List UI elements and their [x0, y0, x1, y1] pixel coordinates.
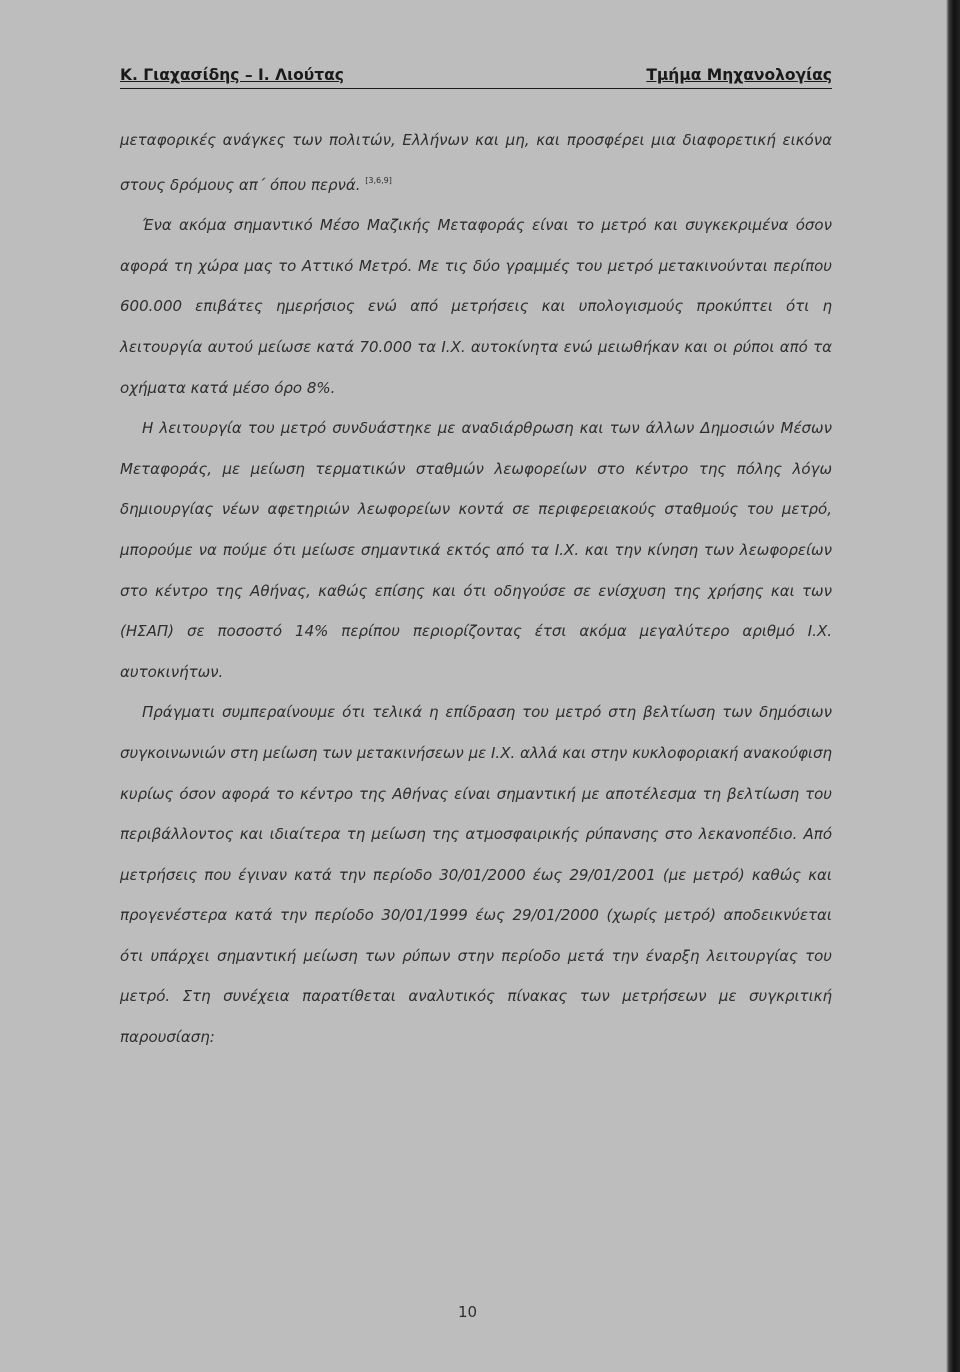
paragraph-attiko-metro: Ένα ακόμα σημαντικό Μέσο Μαζικής Μεταφοράς είναι το μετρό και συγκεκριμένα όσον αφορά τη χώρα μας το Αττικό Μετρό. Με τις δύο γραμμές του μετρό μετακινούνται περίπου 600.000 επιβάτες ημερήσιος ενώ από μετρήσεις και υπολογισμούς προκύπτει ότι η λειτουργία αυτού μείωσε κατά 70.000 τα Ι.Χ. αυτοκίνητα ενώ μειωθήκαν και οι ρύποι από τα οχήματα κατά μέσο όρο 8%. — [120, 216, 832, 397]
page-header — [120, 62, 832, 89]
citation-ref: [3,6,9] — [365, 175, 392, 185]
page-number: 10 — [458, 1303, 478, 1321]
paragraph-restructuring: Η λειτουργία του μετρό συνδυάστηκε με αναδιάρθρωση και των άλλων Δημοσιών Μέσων Μεταφοράς, με μείωση τερματικών σταθμών λεωφορείων στο κέντρο της πόλης λόγω δημιουργίας νέων αφετηριών λεωφορείων κοντά σε περιφερειακούς σταθμούς του μετρό, μπορούμε να πούμε ότι μείωσε σημαντικά εκτός από τα Ι.Χ. και την κίνηση των λεωφορείων στο κέντρο της Αθήνας, καθώς επίσης και ότι οδηγούσε σε ενίσχυση της χρήσης και των (ΗΣΑΠ) σε ποσοστό 14% περίπου περιορίζοντας έτσι ακόμα μεγαλύτερο αριθμό Ι.Χ. αυτοκινήτων. — [120, 419, 832, 681]
scan-edge — [946, 0, 960, 1372]
header-authors: Κ. Γιαχασίδης – Ι. Λιούτας — [120, 66, 344, 84]
header-department: Τμήμα Μηχανολογίας — [646, 66, 832, 84]
paragraph-conclusion: Πράγματι συμπεραίνουμε ότι τελικά η επίδραση του μετρό στη βελτίωση των δημόσιων συγκοινωνιών στη μείωση των μετακινήσεων με Ι.Χ. αλλά και στην κυκλοφοριακή ανακούφιση κυρίως όσον αφορά το κέντρο της Αθήνας είναι σημαντική με αποτέλεσμα τη βελτίωση του περιβάλλοντος και ιδιαίτερα τη μείωση της ατμοσφαιρικής ρύπανσης στο λεκανοπέδιο. Από μετρήσεις που έγιναν κατά την περίοδο 30/01/2000 έως 29/01/2001 (με μετρό) καθώς και προγενέστερα κατά την περίοδο 30/01/1999 έως 29/01/2000 (χωρίς μετρό) αποδεικνύεται ότι υπάρχει σημαντική μείωση των ρύπων στην περίοδο μετά την έναρξη λειτουργίας του μετρό. Στη συνέχεια παρατίθεται αναλυτικός πίνακας των μετρήσεων με συγκριτική παρουσίαση: — [120, 703, 832, 1047]
paragraph-text: μεταφορικές ανάγκες των πολιτών, Ελλήνων και μη, και προσφέρει μια διαφορετική εικόνα στους δρόμους απ΄ όπου περνά. — [120, 131, 832, 194]
paragraph-continuation — [120, 120, 832, 205]
document-body — [120, 120, 832, 1058]
